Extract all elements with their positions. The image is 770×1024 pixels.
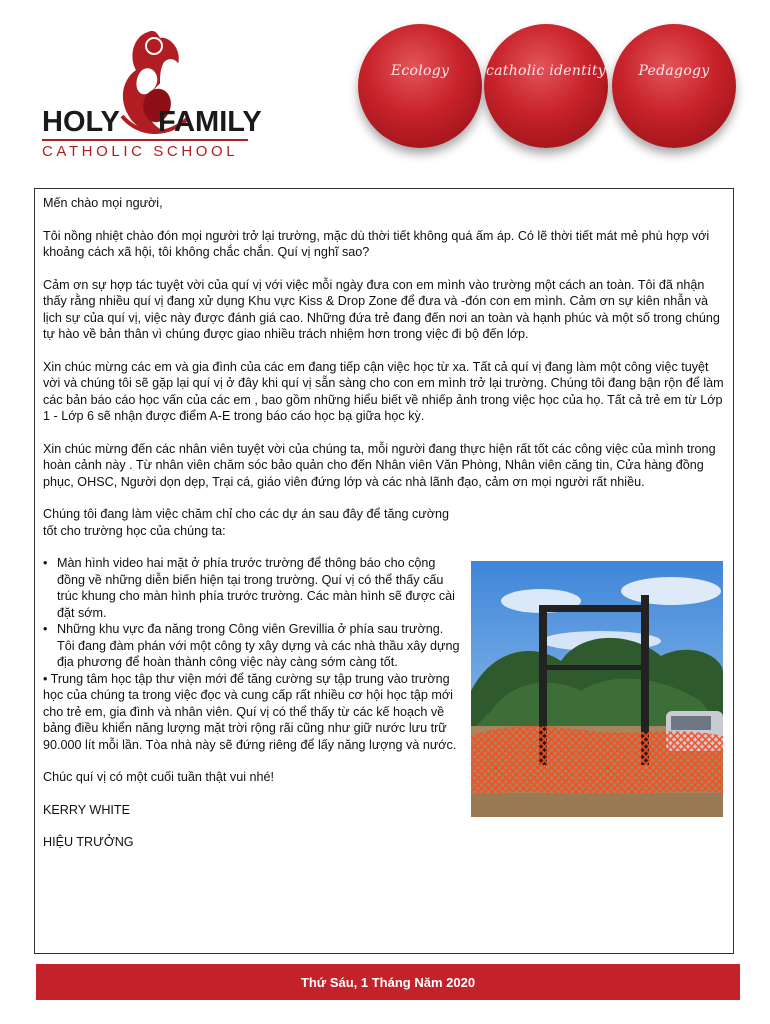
closing: Chúc quí vị có một cuối tuần thật vui nhé!	[43, 770, 275, 784]
list-item: • Những khu vực đa năng trong Công viên Grevillia ở phía sau trường. Tôi đang đàm phán với một công ty xây dựng và các nhà thầu xây dựng địa phương để hoàn thành công việc này càng sớm càng tốt.	[43, 621, 461, 671]
paragraph-welcome: Tôi nồng nhiệt chào đón mọi người trở lại trường, mặc dù thời tiết không quá ấm áp. Có lẽ thời tiết mát mẻ phù hợp với khoảng cách xã hội, tôi không chắc chắn. Quí vị nghĩ sao?	[43, 228, 710, 259]
projects-section	[43, 506, 461, 851]
paragraph-library: • Trung tâm học tập thư viện mới để tăng cường sự tập trung vào trường học của chúng ta trong việc đọc và cung cấp rất nhiều cơ hội học tập mới cho trẻ em, gia đình và nhân viên. Quí vị có thể thấy từ các kế hoạch về bảng điều khiển năng lượng mặt trời rộng rãi cũng như giữ nước lưu trữ 90.000 lít mỗi lần. Tòa nhà này sẽ đứng riêng để lấy năng lượng và nước.	[43, 671, 457, 752]
ecology-button[interactable]	[358, 24, 482, 148]
greeting: Mến chào mọi người,	[43, 196, 163, 210]
logo-divider	[42, 139, 248, 141]
school-logo	[40, 26, 262, 166]
signature-name: KERRY WHITE	[43, 802, 131, 817]
pedagogy-button[interactable]	[612, 24, 736, 148]
paragraph-projects-intro: Chúng tôi đang làm việc chăm chỉ cho các dự án sau đây để tăng cường tốt cho trường học của chúng ta:	[43, 507, 449, 538]
newsletter-body	[34, 188, 734, 954]
paragraph-drop-zone: Cảm ơn sự hợp tác tuyệt vời của quí vị với việc mỗi ngày đưa con em mình vào trường một cách an toàn. Tôi đã nhận thấy rằng nhiều quí vị đang xử dụng Khu vực Kiss & Drop Zone để đưa và -đón con em mình. Cảm ơn sự kiên nhẫn và lịch sự của quí vị, việc này được đánh giá cao. Những đứa trẻ đang đến nơi an toàn và hạnh phúc và một số trong chúng tự hào về bản thân vì chúng được giao nhiều trách nhiệm hơn trong việc đi bộ đến lớp.	[43, 277, 720, 341]
paragraph-remote-learning: Xin chúc mừng các em và gia đình của các em đang tiếp cận việc học từ xa. Tất cả quí vị đang làm một công việc tuyệt vời và chúng tôi sẽ gặp lại quí vị ở đây khi quí vị sẵn sàng cho con em mình trở lại trường. Chúng tôi đang bận rộn để làm các bản báo cáo học vấn của các em , bao gồm những hiểu biết về nhiếp ảnh trong việc học của họ. Tất cả trẻ em từ Lớp 1 - Lớp 6 sẽ nhận được điểm A-E trong báo cáo học bạ giữa học kỳ.	[43, 359, 724, 423]
logo-subtitle: CATHOLIC SCHOOL	[42, 143, 239, 160]
pedagogy-label: Pedagogy	[638, 63, 710, 79]
projects-list	[43, 555, 461, 671]
construction-photo	[471, 561, 723, 817]
signature-title: HIỆU TRƯỞNG	[43, 835, 134, 849]
ecology-label: Ecology	[390, 63, 450, 79]
footer-date-bar	[36, 964, 740, 1000]
catholic-identity-button[interactable]	[484, 24, 608, 148]
paragraph-staff-thanks: Xin chúc mừng đến các nhân viên tuyệt vời của chúng ta, mỗi người đang thực hiện rất tốt các công việc của mình trong hoàn cảnh này . Từ nhân viên chăm sóc bảo quản cho đến Nhân viên Văn Phòng, Nhân viên căng tin, Cửa hàng đồng phục, OHSC, Người dọn dẹp, Trại cá, giáo viên đứng lớp và các nhà lãnh đạo, cảm ơn mọi người rất nhiều.	[43, 441, 716, 489]
catholic-identity-label: catholic identity	[486, 63, 606, 79]
footer-date: Thứ Sáu, 1 Tháng Năm 2020	[300, 974, 476, 990]
list-item: • Màn hình video hai mặt ở phía trước trường để thông báo cho cộng đồng về những diễn biến hiện tại trong trường. Quí vị có thể thấy cấu trúc khung cho màn hình phía trước trường. Các màn hình sẽ được cài đặt sớm.	[43, 555, 461, 621]
logo-family: FAMILY	[158, 106, 262, 138]
logo-holy: HOLY	[42, 106, 120, 138]
